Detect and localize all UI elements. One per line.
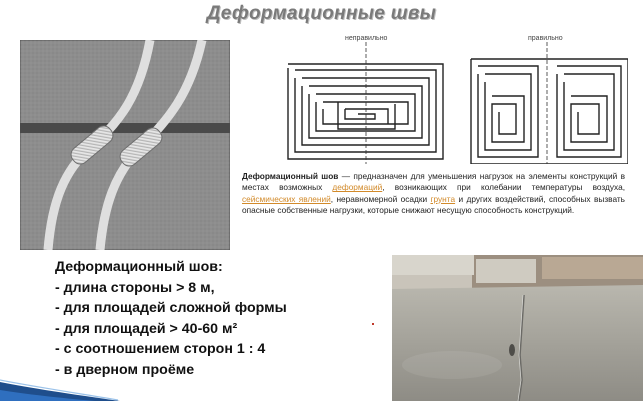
link-seismic[interactable]: сейсмических явлений [242, 193, 331, 204]
label-wrong: неправильно [345, 35, 388, 42]
description-text-3: , неравномерной осадки [330, 193, 431, 204]
description-term: Деформационный шов [242, 171, 339, 181]
pipe-joint-photo [20, 40, 230, 250]
link-deformations[interactable]: деформаций [332, 182, 383, 193]
decorative-swoosh [0, 360, 120, 401]
description-text-1: — предназначен для уменьшения нагрузок на элементы конструкций в местах возможных [242, 171, 625, 193]
rules-item: - с соотношением сторон 1 : 4 [55, 341, 266, 357]
page-title: Деформационные швы [206, 3, 437, 24]
label-right: правильно [528, 35, 563, 42]
decorative-dot [372, 323, 374, 325]
heating-loop-diagram [283, 34, 628, 164]
description-text-4: и других воздействий, способных вызвать опасные собственные нагрузки, которые снижают несущую способность конструкций. [242, 193, 625, 216]
rules-item: - для площадей сложной формы [55, 300, 287, 316]
rules-item: - в дверном проёме [55, 361, 195, 378]
rules-heading: Деформационный шов: [55, 259, 223, 275]
description-text-2: , возникающих при колебании температуры воздуха, [382, 182, 625, 193]
rules-item: - для площадей > 40-60 м² [55, 320, 238, 337]
floor-joint-photo [392, 255, 643, 401]
joint-band [20, 123, 230, 133]
link-soil[interactable]: грунта [430, 193, 456, 204]
description [242, 171, 625, 217]
rules-item: - длина стороны > 8 м, [55, 279, 215, 296]
